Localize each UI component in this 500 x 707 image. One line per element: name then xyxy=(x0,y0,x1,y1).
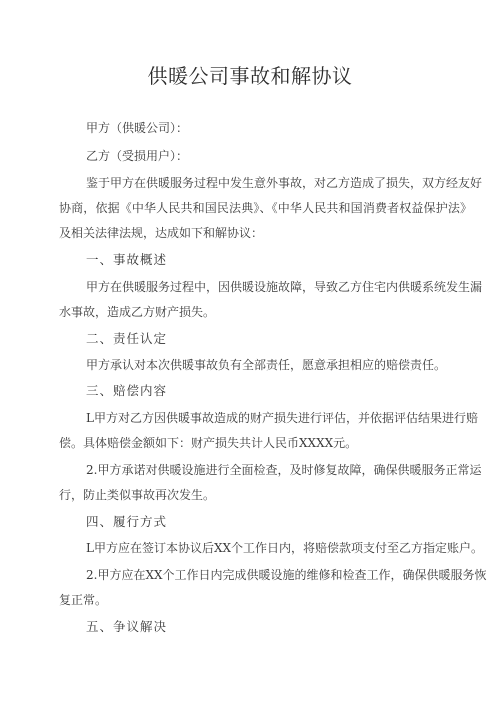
preamble-line-1: 鉴于甲方在供暖服务过程中发生意外事故，对乙方造成了损失，双方经友好 xyxy=(86,176,483,190)
section5-heading: 五、争议解决 xyxy=(86,619,168,634)
party-a-line: 甲方（供暖公司）： xyxy=(86,121,189,135)
section4-item1-line-1: L甲方应在签订本协议后XX个工作日内，将赔偿款项支付至乙方指定账户。 xyxy=(86,541,484,555)
preamble-line-2: 协商，依据《中华人民共和国民法典》、《中华人民共和国消费者权益保护法》 xyxy=(59,201,472,215)
section3-item2-line-1: 2.甲方承诺对供暖设施进行全面检查，及时修复故障，确保供暖服务正常运 xyxy=(86,463,482,477)
section4-heading: 四、履行方式 xyxy=(86,514,168,529)
section4-item2-line-2: 复正常。 xyxy=(59,593,108,607)
section3-item2-line-2: 行，防止类似事故再次发生。 xyxy=(59,488,216,502)
section1-line-1: 甲方在供暖服务过程中，因供暖设施故障，导致乙方住宅内供暖系统发生漏 xyxy=(86,280,483,294)
document-title: 供暖公司事故和解协议 xyxy=(147,64,353,88)
section2-line-1: 甲方承认对本次供暖事故负有全部责任，愿意承担相应的赔偿责任。 xyxy=(86,358,447,372)
party-b-line: 乙方（受损用户）： xyxy=(86,149,189,163)
section4-item2-line-1: 2.甲方应在XX个工作日内完成供暖设施的维修和检查工作，确保供暖服务恢 xyxy=(86,568,487,582)
preamble-line-3: 及相关法律法规，达成如下和解协议： xyxy=(59,226,264,240)
section1-line-2: 水事故，造成乙方财产损失。 xyxy=(59,305,216,319)
section3-item1-line-1: L甲方对乙方因供暖事故造成的财产损失进行评估，并依据评估结果进行赔 xyxy=(86,411,478,425)
section3-item1-line-2: 偿。具体赔偿金额如下：财产损失共计人民币XXXX元。 xyxy=(59,436,358,450)
section1-heading: 一、事故概述 xyxy=(86,252,168,267)
section3-heading: 三、赔偿内容 xyxy=(86,383,168,398)
section2-heading: 二、责任认定 xyxy=(86,331,168,346)
